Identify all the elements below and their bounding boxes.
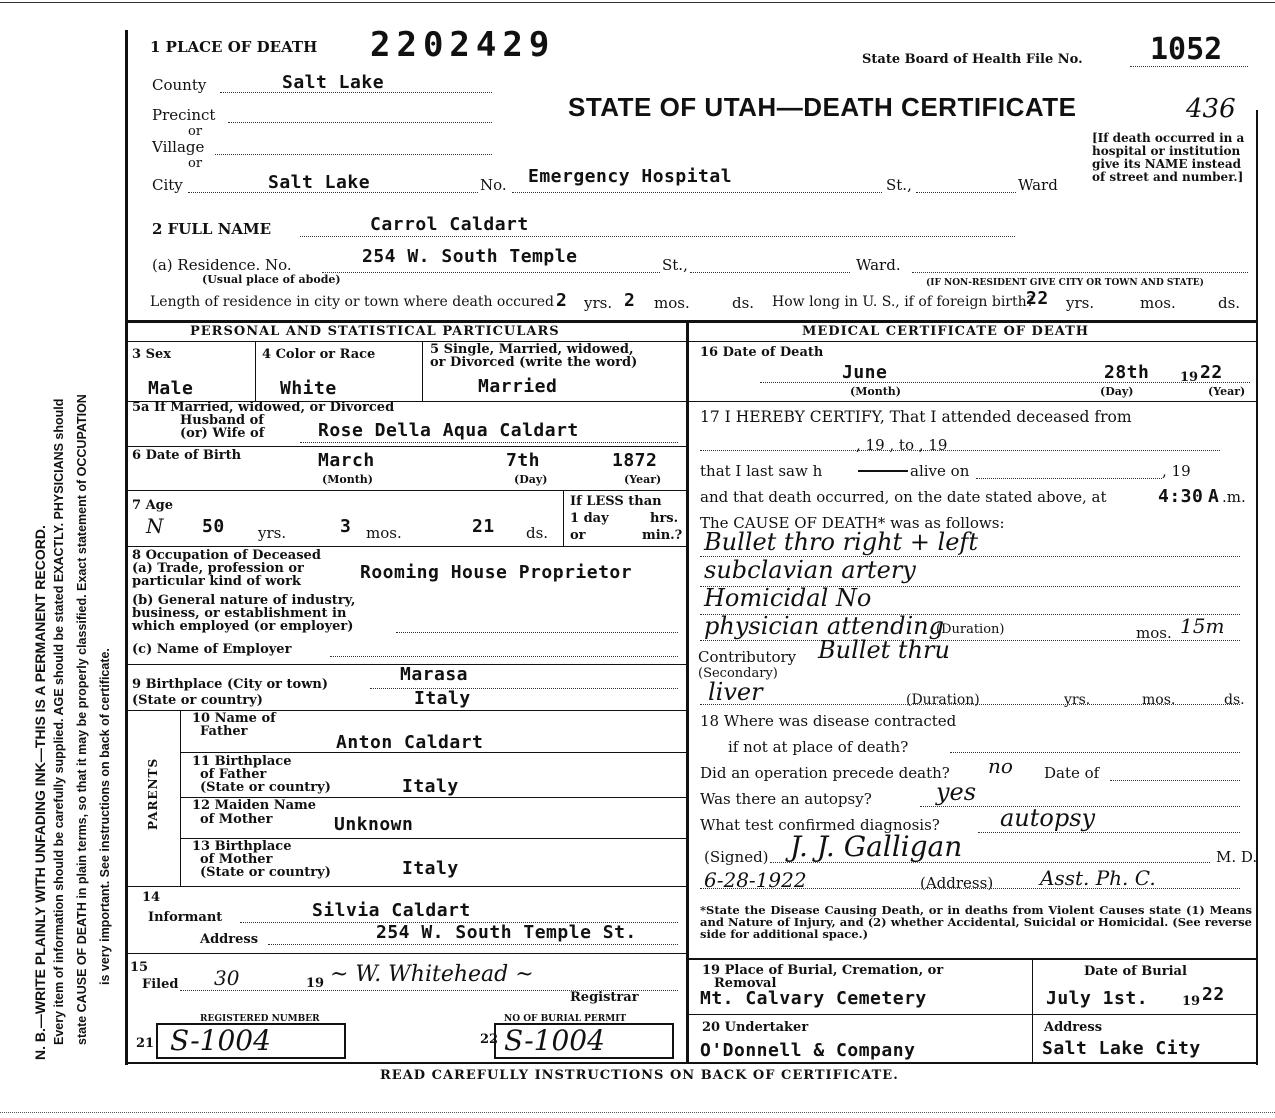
death-ampm: A bbox=[1208, 486, 1220, 507]
city-value: Salt Lake bbox=[268, 172, 371, 193]
certify-text: 17 I HEREBY CERTIFY, That I attended deceased from bbox=[700, 408, 1132, 426]
dob-label: 6 Date of Birth bbox=[132, 448, 242, 463]
residence-st-line bbox=[690, 272, 850, 273]
duration-value: 15m bbox=[1180, 614, 1225, 638]
footer-instructions: READ CAREFULLY INSTRUCTIONS ON BACK OF CERTIFICATE. bbox=[380, 1068, 899, 1083]
mother-label-1: 12 Maiden Name bbox=[192, 798, 317, 813]
test-label: What test confirmed diagnosis? bbox=[700, 816, 940, 834]
length-days-label: ds. bbox=[732, 294, 755, 312]
burial-date-19: 19 bbox=[1182, 994, 1201, 1009]
marital-label-1: 5 Single, Married, widowed, bbox=[430, 342, 634, 357]
informant-value: Silvia Caldart bbox=[312, 900, 471, 921]
filed-date: 30 bbox=[214, 966, 240, 990]
cause-note: *State the Disease Causing Death, or in deaths from Violent Causes state (1) Means and Nature of Injury, and (2) whether Accidental, Suicidal or Homicidal. (See reverse side for additional space.) bbox=[700, 903, 1252, 941]
contracted-label: 18 Where was disease contracted bbox=[700, 712, 957, 730]
residence-ward-line bbox=[912, 272, 1248, 273]
spouse-line bbox=[300, 442, 678, 443]
registered-number-value: S-1004 bbox=[170, 1024, 271, 1057]
abode-note: (Usual place of abode) bbox=[202, 273, 341, 286]
signed-date: 6-28-1922 bbox=[704, 868, 807, 892]
age-days-label: ds. bbox=[526, 524, 549, 542]
medical-heading-rule bbox=[688, 341, 1257, 342]
full-name-label: 2 FULL NAME bbox=[152, 220, 272, 238]
signer-address-value: Asst. Ph. C. bbox=[1040, 866, 1156, 890]
rule-546 bbox=[127, 546, 686, 547]
rule-401-right bbox=[688, 401, 1257, 402]
residence-line bbox=[322, 272, 660, 273]
birthplace-label-1: 9 Birthplace (City or town) bbox=[132, 677, 329, 692]
bottom-border bbox=[125, 1062, 1258, 1064]
cause-label: The CAUSE OF DEATH* was as follows: bbox=[700, 514, 1005, 532]
length-months-label: mos. bbox=[654, 294, 690, 312]
death-date-label: 16 Date of Death bbox=[700, 345, 824, 360]
or-1: or bbox=[188, 124, 203, 139]
less-label-1: If LESS than bbox=[570, 494, 662, 509]
informant-address-line bbox=[268, 944, 678, 945]
rule-958-right bbox=[688, 958, 1257, 960]
less-hours: hrs. bbox=[650, 511, 679, 526]
dob-day: 7th bbox=[506, 450, 541, 471]
contracted-line bbox=[950, 752, 1240, 753]
filed-19: 19 bbox=[306, 976, 325, 991]
filed-number: 15 bbox=[130, 960, 149, 975]
us-years-value: 22 bbox=[1026, 288, 1049, 309]
contributory-2-value: liver bbox=[708, 678, 763, 706]
duration-mos-label: mos. bbox=[1136, 624, 1172, 642]
residence-value: 254 W. South Temple bbox=[362, 246, 578, 267]
test-line bbox=[978, 832, 1240, 833]
death-month: June bbox=[842, 362, 888, 383]
rule-752 bbox=[180, 752, 686, 753]
registrar-label: Registrar bbox=[570, 990, 639, 1005]
ward-label: Ward bbox=[1018, 176, 1058, 194]
stamp-number: 2202429 bbox=[370, 25, 556, 65]
alive-19: , 19 bbox=[1162, 462, 1191, 480]
death-day-caption: (Day) bbox=[1100, 385, 1134, 398]
less-label-2: 1 day bbox=[570, 511, 609, 526]
right-border bbox=[1256, 110, 1258, 1065]
death-19: 19 bbox=[1180, 370, 1199, 385]
birthplace-label-2: (State or country) bbox=[132, 693, 263, 708]
burial-permit-prefix: 22 bbox=[480, 1032, 499, 1047]
father-birthplace-label-2: of Father bbox=[200, 767, 267, 782]
spouse-label-2: Husband of bbox=[180, 413, 264, 428]
village-label: Village bbox=[152, 138, 205, 156]
registered-number-prefix: 21 bbox=[136, 1036, 155, 1051]
occupation-value: Rooming House Proprietor bbox=[360, 562, 633, 583]
md-label: M. D. bbox=[1216, 848, 1258, 866]
no-line bbox=[512, 192, 882, 193]
duration-2-label: (Duration) bbox=[906, 692, 980, 708]
employer-label: (c) Name of Employer bbox=[132, 642, 292, 657]
mother-value: Unknown bbox=[334, 814, 414, 835]
length-residence-label: Length of residence in city or town where death occured bbox=[150, 294, 554, 310]
occupation-a-2: particular kind of work bbox=[132, 574, 301, 589]
spouse-value: Rose Della Aqua Caldart bbox=[318, 420, 579, 441]
center-divider bbox=[686, 320, 689, 1062]
signed-value: J. J. Galligan bbox=[790, 830, 963, 863]
dob-year-caption: (Year) bbox=[624, 473, 662, 486]
marital-label-2: or Divorced (write the word) bbox=[430, 355, 638, 370]
undertaker-label: 20 Undertaker bbox=[702, 1020, 809, 1035]
operation-label: Did an operation precede death? bbox=[700, 764, 950, 782]
informant-address: 254 W. South Temple St. bbox=[376, 922, 637, 943]
age-years: 50 bbox=[202, 516, 225, 537]
autopsy-value: yes bbox=[936, 778, 977, 806]
age-months-label: mos. bbox=[366, 524, 402, 542]
no-value: Emergency Hospital bbox=[528, 166, 733, 187]
dob-day-caption: (Day) bbox=[514, 473, 548, 486]
mother-birthplace-value: Italy bbox=[402, 858, 459, 879]
sidebar-line-4: is very important. See instructions on back of certificate. bbox=[98, 648, 112, 985]
us-months-label: mos. bbox=[1140, 294, 1176, 312]
contributory-label: Contributory bbox=[698, 648, 797, 666]
bottom-edge bbox=[0, 1112, 1275, 1113]
cause-line-2-value: subclavian artery bbox=[704, 556, 916, 584]
top-edge bbox=[0, 2, 1275, 3]
nonresident-note: (IF NON-RESIDENT GIVE CITY OR TOWN AND STATE) bbox=[926, 278, 1204, 288]
city-label: City bbox=[152, 176, 183, 194]
duration-2-yrs: yrs. bbox=[1064, 692, 1091, 708]
marital-value: Married bbox=[478, 376, 558, 397]
duration-2-ds: ds. bbox=[1224, 692, 1245, 708]
dob-year: 1872 bbox=[612, 450, 658, 471]
rule-490 bbox=[127, 490, 686, 491]
contributory-value: Bullet thru bbox=[818, 636, 950, 664]
signer-address-label: (Address) bbox=[920, 874, 994, 892]
death-year: 22 bbox=[1200, 362, 1223, 383]
mother-birthplace-label-1: 13 Birthplace bbox=[192, 839, 292, 854]
death-m: .m. bbox=[1222, 488, 1246, 506]
spouse-label-3: (or) Wife of bbox=[180, 426, 265, 441]
birthplace-line bbox=[370, 688, 678, 689]
village-line bbox=[215, 154, 492, 155]
autopsy-label: Was there an autopsy? bbox=[700, 790, 872, 808]
personal-heading: PERSONAL AND STATISTICAL PARTICULARS bbox=[190, 324, 560, 339]
age-less-divider bbox=[563, 490, 564, 546]
occupation-label: 8 Occupation of Deceased bbox=[132, 548, 321, 563]
age-days: 21 bbox=[472, 516, 495, 537]
test-value: autopsy bbox=[1000, 804, 1096, 832]
or-2: or bbox=[188, 156, 203, 171]
residence-label: (a) Residence. No. bbox=[152, 256, 292, 274]
occupation-b-2: business, or establishment in bbox=[132, 606, 347, 621]
last-saw-label: that I last saw h bbox=[700, 462, 823, 480]
spouse-label-1: 5a If Married, widowed, or Divorced bbox=[132, 400, 395, 415]
certificate-title: STATE OF UTAH—DEATH CERTIFICATE bbox=[568, 92, 1077, 122]
sex-value: Male bbox=[148, 378, 194, 399]
last-saw-line bbox=[858, 470, 908, 472]
place-of-death-label: 1 PLACE OF DEATH bbox=[150, 38, 318, 56]
occupation-a-1: (a) Trade, profession or bbox=[132, 561, 304, 576]
contracted-label-2: if not at place of death? bbox=[728, 738, 909, 756]
employer-line bbox=[330, 656, 678, 657]
burial-date-value: July 1st. bbox=[1046, 988, 1149, 1009]
section-divider bbox=[127, 320, 1257, 323]
undertaker-address-value: Salt Lake City bbox=[1042, 1038, 1201, 1059]
registered-number-label: REGISTERED NUMBER bbox=[200, 1014, 320, 1024]
father-birthplace-label-3: (State or country) bbox=[200, 780, 331, 795]
birthplace-country: Italy bbox=[414, 688, 471, 709]
title-number: 436 bbox=[1186, 94, 1236, 124]
age-years-label: yrs. bbox=[258, 524, 287, 542]
occupation-b-1: (b) General nature of industry, bbox=[132, 593, 356, 608]
secondary-label: (Secondary) bbox=[698, 666, 778, 681]
burial-place-label-1: 19 Place of Burial, Cremation, or bbox=[702, 963, 944, 978]
undertaker-address-label: Address bbox=[1044, 1020, 1103, 1035]
death-year-caption: (Year) bbox=[1208, 385, 1246, 398]
death-occurred-label: and that death occurred, on the date stated above, at bbox=[700, 488, 1107, 506]
death-month-caption: (Month) bbox=[850, 385, 901, 398]
medical-heading: MEDICAL CERTIFICATE OF DEATH bbox=[802, 324, 1090, 339]
less-label-3: or bbox=[570, 528, 586, 543]
sidebar-line-2: Every item of information should be carefully supplied. AGE should be stated EXACTLY. PHYSICIANS should bbox=[52, 398, 66, 1045]
alive-on-line bbox=[976, 478, 1162, 479]
length-months-value: 2 bbox=[624, 290, 636, 311]
parents-divider bbox=[180, 710, 181, 886]
no-label: No. bbox=[480, 176, 507, 194]
death-day: 28th bbox=[1104, 362, 1150, 383]
informant-label: Informant bbox=[148, 910, 223, 925]
rule-886 bbox=[127, 886, 686, 887]
father-birthplace-value: Italy bbox=[402, 776, 459, 797]
precinct-label: Precinct bbox=[152, 106, 216, 124]
father-label-1: 10 Name of bbox=[192, 711, 276, 726]
sidebar-line-1: N. B.—WRITE PLAINLY WITH UNFADING INK—THIS IS A PERMANENT RECORD. bbox=[32, 525, 48, 1060]
death-date-line bbox=[760, 382, 1250, 383]
burial-place-value: Mt. Calvary Cemetery bbox=[700, 988, 927, 1009]
color-marital-divider bbox=[422, 341, 423, 401]
length-years-value: 2 bbox=[556, 290, 568, 311]
dob-month-caption: (Month) bbox=[322, 473, 373, 486]
informant-address-label: Address bbox=[200, 932, 259, 947]
mother-label-2: of Mother bbox=[200, 812, 273, 827]
us-residence-label: How long in U. S., if of foreign birth? bbox=[772, 294, 1035, 310]
attended-line: , 19 , to , 19 bbox=[856, 436, 948, 454]
filed-label: Filed bbox=[142, 977, 179, 992]
age-mark: N bbox=[146, 514, 164, 538]
parents-label: PARENTS bbox=[146, 757, 160, 830]
father-birthplace-label-1: 11 Birthplace bbox=[192, 754, 292, 769]
death-time: 4:30 bbox=[1158, 486, 1204, 507]
county-label: County bbox=[152, 76, 207, 94]
st-line bbox=[916, 192, 1016, 193]
sex-color-divider bbox=[255, 341, 256, 401]
sex-label: 3 Sex bbox=[132, 347, 171, 362]
occupation-b-line bbox=[396, 632, 678, 633]
burial-date-label: Date of Burial bbox=[1084, 964, 1187, 979]
age-months: 3 bbox=[340, 516, 352, 537]
residence-st-label: St., bbox=[662, 256, 688, 274]
mother-birthplace-label-3: (State or country) bbox=[200, 865, 331, 880]
burial-permit-value: S-1004 bbox=[504, 1024, 605, 1057]
length-years-label: yrs. bbox=[584, 294, 613, 312]
alive-on-label: alive on bbox=[910, 462, 970, 480]
dob-month: March bbox=[318, 450, 375, 471]
cause-line-3-value: Homicidal No bbox=[704, 584, 872, 612]
residence-ward-label: Ward. bbox=[856, 256, 901, 274]
color-label: 4 Color or Race bbox=[262, 347, 376, 362]
registrar-signature: ~ W. Whitehead ~ bbox=[330, 962, 534, 987]
hospital-note: [If death occurred in a hospital or institution give its NAME instead of street and number.] bbox=[1092, 131, 1245, 184]
father-label-2: Father bbox=[200, 724, 248, 739]
operation-date-label: Date of bbox=[1044, 764, 1100, 782]
birthplace-city: Marasa bbox=[400, 664, 469, 685]
operation-value: no bbox=[988, 754, 1013, 778]
us-days-label: ds. bbox=[1218, 294, 1241, 312]
cause-line-1-value: Bullet thro right + left bbox=[704, 528, 978, 556]
burial-place-label-2: Removal bbox=[714, 976, 777, 991]
burial-divider bbox=[1032, 958, 1033, 1062]
attended-line-rule bbox=[700, 450, 1220, 451]
duration-label: (Duration) bbox=[936, 622, 1005, 637]
operation-date-line bbox=[1110, 780, 1240, 781]
file-no-value: 1052 bbox=[1150, 32, 1223, 67]
precinct-line bbox=[228, 122, 492, 123]
duration-2-mos: mos. bbox=[1142, 692, 1176, 708]
cause-line-4-value: physician attending bbox=[704, 612, 944, 640]
signed-line bbox=[770, 862, 1210, 863]
color-value: White bbox=[280, 378, 337, 399]
father-value: Anton Caldart bbox=[336, 732, 484, 753]
less-minutes: min.? bbox=[642, 528, 683, 543]
occupation-b-3: which employed (or employer) bbox=[132, 619, 354, 634]
burial-date-year: 22 bbox=[1202, 984, 1225, 1005]
us-years-label: yrs. bbox=[1066, 294, 1095, 312]
informant-number: 14 bbox=[142, 890, 161, 905]
left-border bbox=[125, 30, 128, 1065]
rule-1014-right bbox=[688, 1014, 1257, 1015]
full-name-value: Carrol Caldart bbox=[370, 214, 529, 235]
signed-label: (Signed) bbox=[704, 848, 769, 866]
burial-permit-label: NO OF BURIAL PERMIT bbox=[504, 1014, 627, 1024]
full-name-line bbox=[300, 236, 1015, 237]
signer-address-line bbox=[700, 888, 1240, 889]
mother-birthplace-label-2: of Mother bbox=[200, 852, 273, 867]
st-label: St., bbox=[886, 176, 912, 194]
undertaker-value: O'Donnell & Company bbox=[700, 1040, 916, 1061]
rule-953 bbox=[127, 953, 686, 954]
sidebar-line-3: state CAUSE OF DEATH in plain terms, so that it may be properly classified. Exact statement of OCCUPATION bbox=[75, 394, 89, 1045]
age-label: 7 Age bbox=[132, 498, 174, 513]
rule-446 bbox=[127, 446, 686, 447]
file-no-label: State Board of Health File No. bbox=[862, 52, 1083, 67]
county-value: Salt Lake bbox=[282, 72, 385, 93]
